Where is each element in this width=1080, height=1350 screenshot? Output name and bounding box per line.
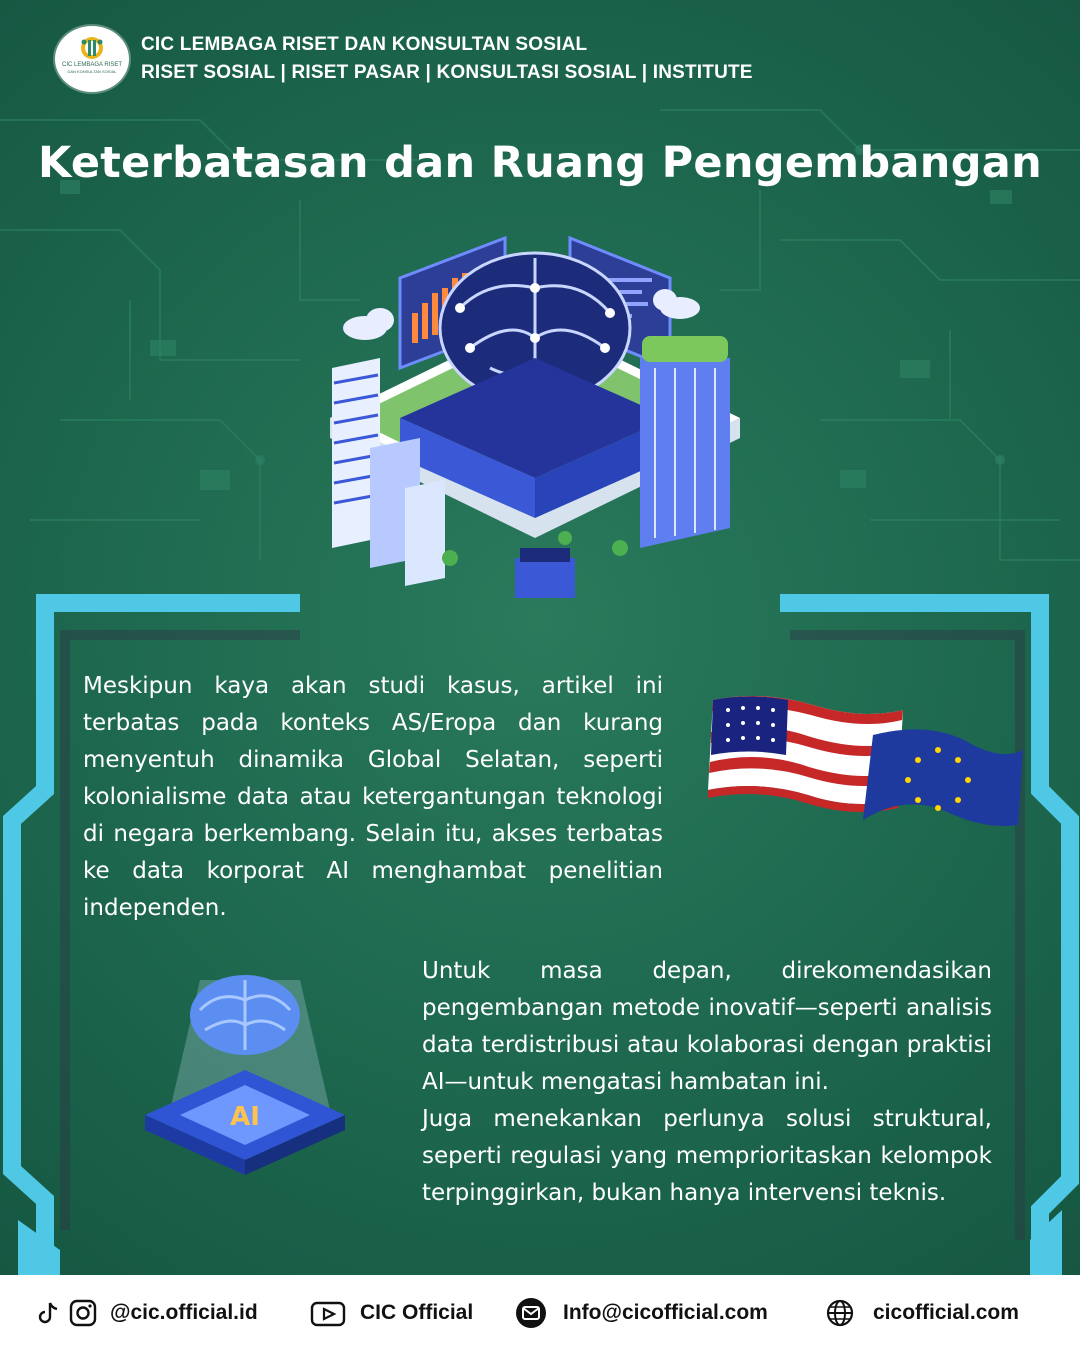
- tiktok-icon: [36, 1300, 62, 1326]
- page-title: Keterbatasan dan Ruang Pengembangan: [37, 138, 1043, 188]
- smart-city-illustration: [320, 218, 750, 648]
- paragraph-recommendations: [422, 953, 992, 1212]
- youtube-icon: [310, 1299, 346, 1327]
- eu-flag-icon: [863, 729, 1023, 826]
- recommendation-text: Untuk masa depan, direkomendasikan pengembangan metode inovatif—seperti analisis data terdistribusi atau kolaborasi dengan praktisi AI—untuk mengatasi hambatan ini.: [422, 958, 992, 1095]
- ai-brain-chip-illustration: [140, 960, 355, 1185]
- website-url: cicofficial.com: [873, 1300, 1019, 1324]
- email-icon: [515, 1297, 547, 1329]
- structural-solution-text: Juga menekankan perlunya solusi struktural, seperti regulasi yang memprioritaskan kelompok terpinggirkan, bukan hanya intervensi teknis.: [422, 1106, 992, 1206]
- org-name: CIC LEMBAGA RISET DAN KONSULTAN SOSIAL: [141, 34, 588, 55]
- social-link[interactable]: [36, 1275, 258, 1350]
- email-link[interactable]: [515, 1275, 768, 1350]
- globe-icon: [825, 1298, 855, 1328]
- youtube-link[interactable]: [310, 1275, 473, 1350]
- social-handle: @cic.official.id: [110, 1300, 258, 1324]
- email-address: Info@cicofficial.com: [563, 1300, 768, 1324]
- tagline: RISET SOSIAL | RISET PASAR | KONSULTASI SOSIAL | INSTITUTE: [141, 62, 753, 83]
- brand-block: [141, 31, 753, 87]
- cic-logo: [55, 26, 129, 92]
- chip-label: AI: [230, 1102, 260, 1132]
- us-eu-flags-illustration: [703, 690, 1025, 830]
- header: [55, 26, 753, 92]
- instagram-icon: [68, 1298, 98, 1328]
- footer: [0, 1275, 1080, 1350]
- youtube-channel: CIC Official: [360, 1300, 474, 1324]
- limitations-text: Meskipun kaya akan studi kasus, artikel ini terbatas pada konteks AS/Eropa dan kurang menyentuh dinamika Global Selatan, seperti kolonialisme data atau ketergantungan teknologi di negara berkembang. Selain itu, akses terbatas ke data korporat AI menghambat penelitian independen.: [83, 673, 663, 921]
- website-link[interactable]: [825, 1275, 1019, 1350]
- paragraph-limitations: [83, 668, 663, 927]
- logo-wordmark: CIC LEMBAGA RISET DAN KONSULTAN SOSIAL: [61, 62, 122, 74]
